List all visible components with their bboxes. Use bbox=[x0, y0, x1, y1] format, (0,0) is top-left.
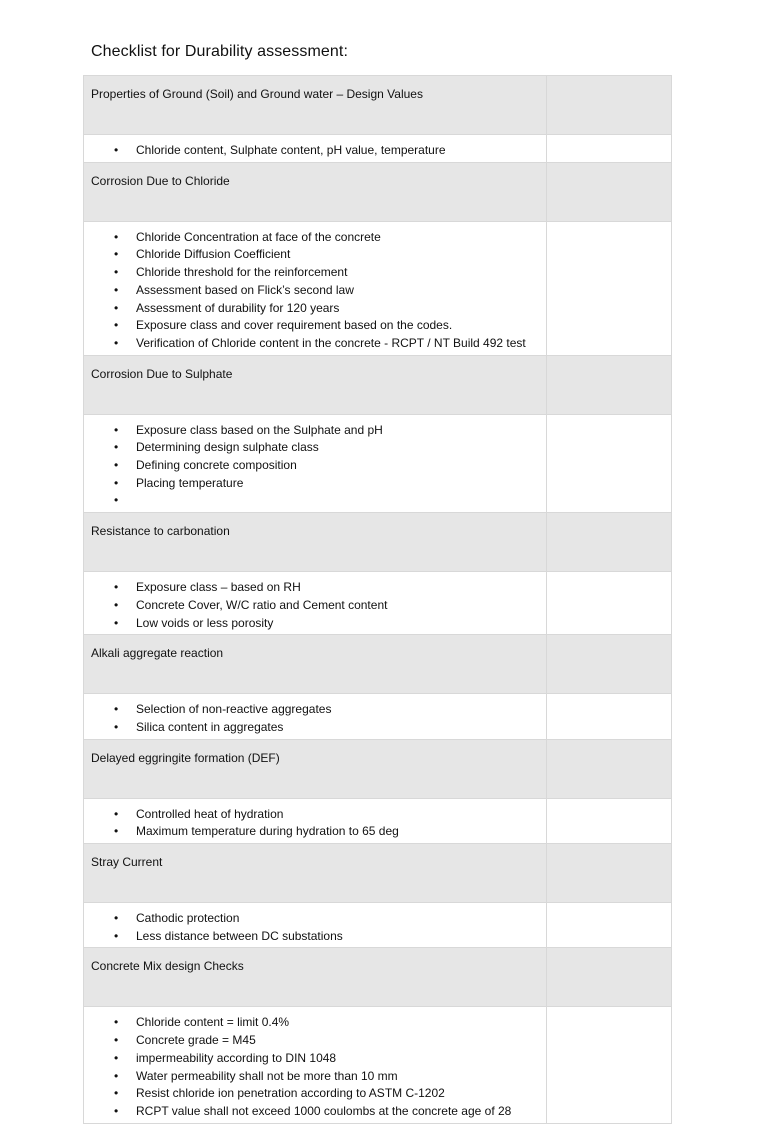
section-header-row bbox=[84, 162, 672, 221]
section-header-label: Corrosion Due to Sulphate bbox=[84, 355, 547, 414]
section-header-check-cell bbox=[547, 948, 672, 1007]
checklist-item: • Selection of non-reactive aggregates bbox=[91, 701, 539, 719]
section-header-label: Alkali aggregate reaction bbox=[84, 635, 547, 694]
section-items-row bbox=[84, 798, 672, 843]
bullet-list bbox=[91, 579, 539, 632]
checklist-item: • Cathodic protection bbox=[91, 910, 539, 928]
section-items-cell bbox=[84, 414, 547, 513]
section-items-row bbox=[84, 135, 672, 163]
section-header-row bbox=[84, 513, 672, 572]
section-header-label: Concrete Mix design Checks bbox=[84, 948, 547, 1007]
section-items-row bbox=[84, 414, 672, 513]
bullet-list bbox=[91, 229, 539, 353]
section-items-row bbox=[84, 221, 672, 355]
checklist-item: • Exposure class based on the Sulphate and pH bbox=[91, 422, 539, 440]
section-header-label: Properties of Ground (Soil) and Ground water – Design Values bbox=[84, 76, 547, 135]
section-header-row bbox=[84, 844, 672, 903]
section-items-check-cell bbox=[547, 572, 672, 635]
checklist-item: • Maximum temperature during hydration to 65 deg bbox=[91, 823, 539, 841]
section-items-row bbox=[84, 694, 672, 739]
checklist-item: • Chloride Diffusion Coefficient bbox=[91, 246, 539, 264]
section-items-cell bbox=[84, 1007, 547, 1123]
checklist-item: • Low voids or less porosity bbox=[91, 615, 539, 633]
bullet-list bbox=[91, 1014, 539, 1120]
section-header-row bbox=[84, 948, 672, 1007]
checklist-item: • impermeability according to DIN 1048 bbox=[91, 1050, 539, 1068]
checklist-item: • Concrete grade = M45 bbox=[91, 1032, 539, 1050]
section-items-cell bbox=[84, 903, 547, 948]
section-items-check-cell bbox=[547, 694, 672, 739]
checklist-item: • Defining concrete composition bbox=[91, 457, 539, 475]
section-items-cell bbox=[84, 694, 547, 739]
section-items-check-cell bbox=[547, 414, 672, 513]
section-items-row bbox=[84, 572, 672, 635]
checklist-item: • Determining design sulphate class bbox=[91, 439, 539, 457]
bullet-list bbox=[91, 142, 539, 160]
checklist-item bbox=[91, 492, 539, 510]
section-items-check-cell bbox=[547, 903, 672, 948]
section-header-check-cell bbox=[547, 635, 672, 694]
checklist-item: • Less distance between DC substations bbox=[91, 928, 539, 946]
checklist-body bbox=[84, 76, 672, 1124]
section-items-cell bbox=[84, 572, 547, 635]
checklist-item: • Water permeability shall not be more than 10 mm bbox=[91, 1068, 539, 1086]
section-header-check-cell bbox=[547, 844, 672, 903]
checklist-item: • Silica content in aggregates bbox=[91, 719, 539, 737]
checklist-item: • Assessment of durability for 120 years bbox=[91, 300, 539, 318]
section-header-row bbox=[84, 739, 672, 798]
section-items-row bbox=[84, 1007, 672, 1123]
checklist-item: • Chloride threshold for the reinforcement bbox=[91, 264, 539, 282]
section-header-check-cell bbox=[547, 76, 672, 135]
section-header-label: Corrosion Due to Chloride bbox=[84, 162, 547, 221]
durability-checklist-table bbox=[83, 75, 672, 1124]
checklist-item: • Assessment based on Flick’s second law bbox=[91, 282, 539, 300]
section-header-check-cell bbox=[547, 355, 672, 414]
section-header-row bbox=[84, 355, 672, 414]
document-title: Checklist for Durability assessment: bbox=[91, 43, 349, 60]
checklist-item: • Exposure class – based on RH bbox=[91, 579, 539, 597]
bullet-list bbox=[91, 806, 539, 841]
checklist-item: • Concrete Cover, W/C ratio and Cement content bbox=[91, 597, 539, 615]
bullet-list bbox=[91, 701, 539, 736]
section-items-cell bbox=[84, 221, 547, 355]
checklist-item: • Placing temperature bbox=[91, 475, 539, 493]
section-items-check-cell bbox=[547, 798, 672, 843]
section-items-cell bbox=[84, 135, 547, 163]
section-header-check-cell bbox=[547, 513, 672, 572]
section-items-cell bbox=[84, 798, 547, 843]
checklist-item: • Chloride Concentration at face of the concrete bbox=[91, 229, 539, 247]
section-items-check-cell bbox=[547, 1007, 672, 1123]
section-header-check-cell bbox=[547, 739, 672, 798]
bullet-list bbox=[91, 910, 539, 945]
section-header-check-cell bbox=[547, 162, 672, 221]
section-header-row bbox=[84, 76, 672, 135]
section-header-row bbox=[84, 635, 672, 694]
checklist-item: • Exposure class and cover requirement based on the codes. bbox=[91, 317, 539, 335]
section-items-row bbox=[84, 903, 672, 948]
section-items-check-cell bbox=[547, 221, 672, 355]
checklist-item: • Chloride content, Sulphate content, pH value, temperature bbox=[91, 142, 539, 160]
section-header-label: Resistance to carbonation bbox=[84, 513, 547, 572]
section-header-label: Stray Current bbox=[84, 844, 547, 903]
bullet-list bbox=[91, 422, 539, 511]
checklist-item: • Verification of Chloride content in the concrete - RCPT / NT Build 492 test bbox=[91, 335, 539, 353]
checklist-item: • Chloride content = limit 0.4% bbox=[91, 1014, 539, 1032]
checklist-item: • Controlled heat of hydration bbox=[91, 806, 539, 824]
section-header-label: Delayed eggringite formation (DEF) bbox=[84, 739, 547, 798]
checklist-item: • Resist chloride ion penetration according to ASTM C-1202 bbox=[91, 1085, 539, 1103]
checklist-item: • RCPT value shall not exceed 1000 coulombs at the concrete age of 28 bbox=[91, 1103, 539, 1121]
section-items-check-cell bbox=[547, 135, 672, 163]
